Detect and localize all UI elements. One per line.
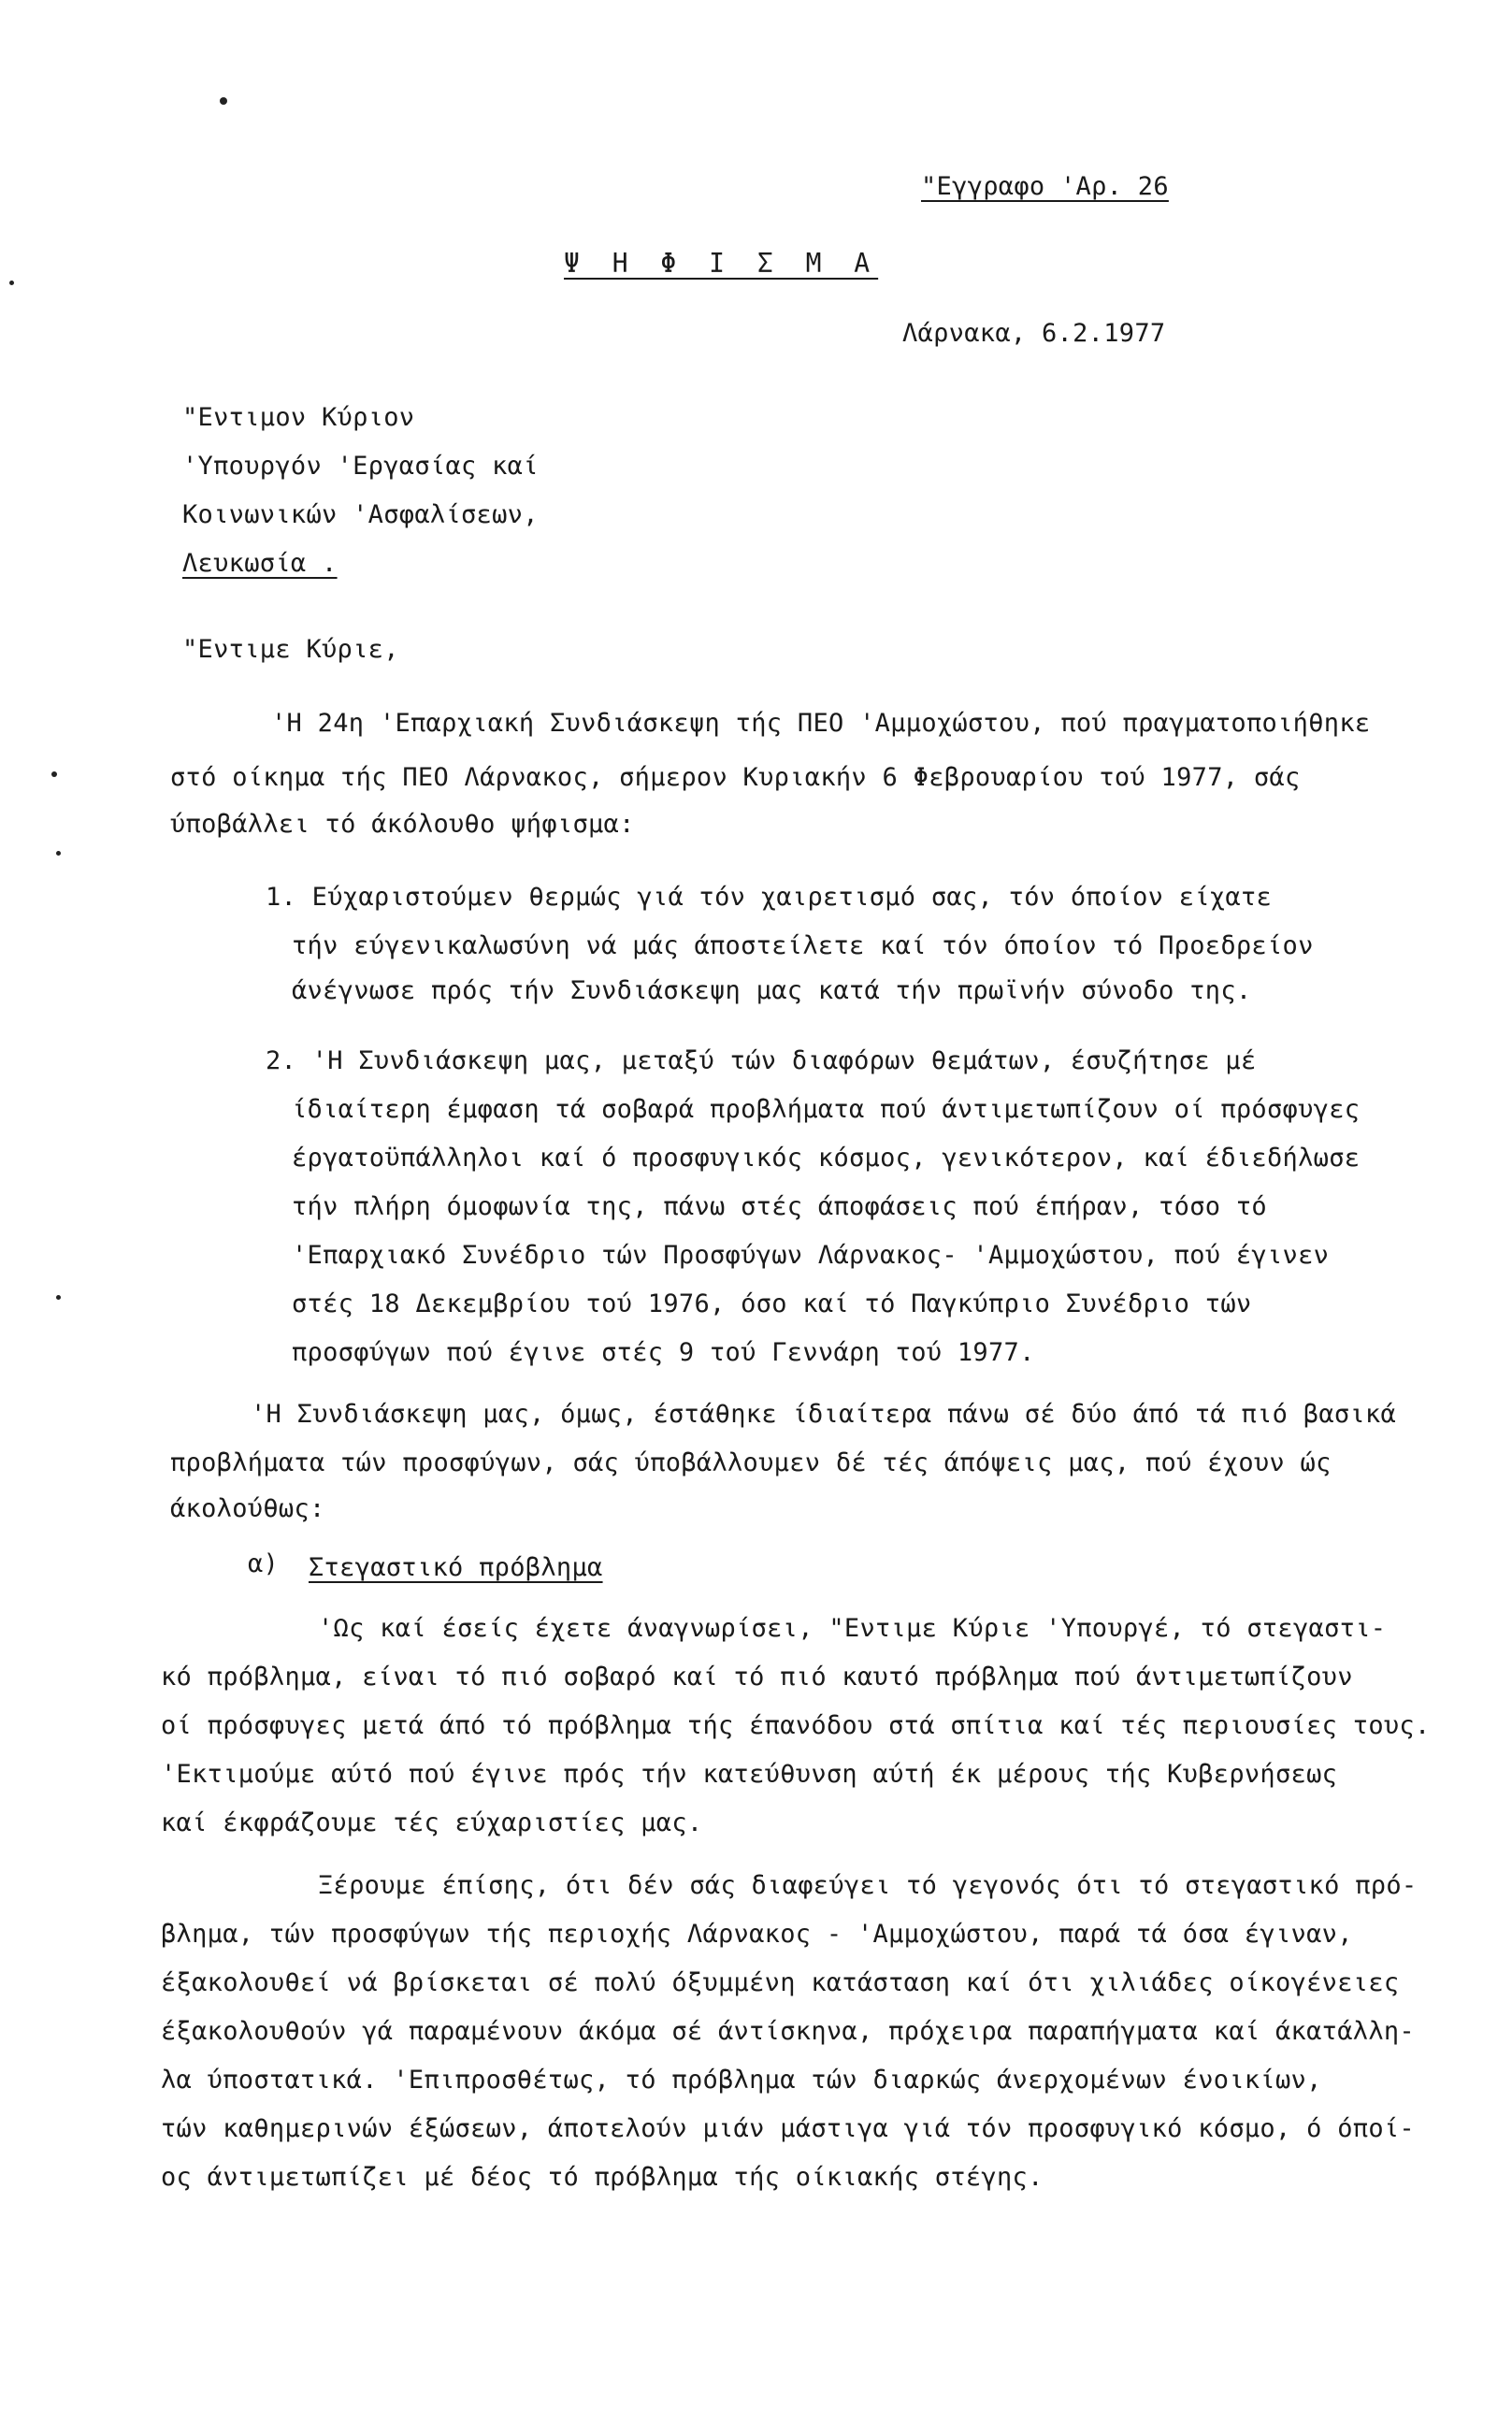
- paragraph-line: ίδιαίτερη έμφαση τά σοβαρά προβλήματα πού άντιμετωπίζουν οί πρόσφυγες: [292, 1095, 1361, 1124]
- paragraph-line: τών καθημερινών έξώσεων, άποτελούν μιάν μάστιγα γιά τόν προσφυγικό κόσμο, ό όποί-: [161, 2114, 1415, 2143]
- ink-speck: [56, 851, 61, 856]
- paragraph-line: στό οίκημα τής ΠΕΟ Λάρνακος, σήμερον Κυριακήν 6 Φεβρουαρίου τού 1977, σάς: [170, 763, 1301, 792]
- paragraph-line: έξακολουθούν γά παραμένουν άκόμα σέ άντίσκηνα, πρόχειρα παραπήγματα καί άκατάλλη-: [161, 2017, 1415, 2046]
- document-number: "Εγγραφο 'Αρ. 26: [921, 172, 1169, 201]
- paragraph-line: έργατοϋπάλληλοι καί ό προσφυγικός κόσμος, γενικότερον, καί έδιεδήλωσε: [292, 1144, 1361, 1173]
- paragraph-line: 'Η Συνδιάσκεψη μας, όμως, έστάθηκε ίδιαίτερα πάνω σέ δύο άπό τά πιό βασικά: [251, 1400, 1397, 1429]
- address-line: Κοινωνικών 'Ασφαλίσεων,: [182, 500, 539, 529]
- paragraph-line: καί έκφράζουμε τές εύχαριστίες μας.: [161, 1808, 703, 1837]
- salutation: "Εντιμε Κύριε,: [182, 635, 399, 664]
- paragraph-line: άκολούθως:: [170, 1494, 325, 1523]
- paragraph-line: 2. 'Η Συνδιάσκεψη μας, μεταξύ τών διαφόρων θεμάτων, έσυζήτησε μέ: [266, 1046, 1257, 1075]
- paragraph-line: κό πρόβλημα, είναι τό πιό σοβαρό καί τό πιό καυτό πρόβλημα πού άντιμετωπίζουν: [161, 1663, 1353, 1692]
- paragraph-line: άνέγνωσε πρός τήν Συνδιάσκεψη μας κατά τήν πρωϊνήν σύνοδο της.: [292, 976, 1252, 1005]
- document-title: Ψ Η Φ Ι Σ Μ Α: [564, 248, 879, 279]
- paragraph-line: τήν εύγενικαλωσύνη νά μάς άποστείλετε καί τόν όποίον τό Προεδρείον: [292, 931, 1314, 960]
- paragraph-line: έξακολουθεί νά βρίσκεται σέ πολύ όξυμμένη κατάσταση καί ότι χιλιάδες οίκογένειες: [161, 1968, 1400, 1997]
- paragraph-line: λα ύποστατικά. 'Επιπροσθέτως, τό πρόβλημα τών διαρκώς άνερχομένων ένοικίων,: [161, 2066, 1322, 2095]
- paragraph-line: τήν πλήρη όμοφωνία της, πάνω στές άποφάσεις πού έπήραν, τόσο τό: [292, 1192, 1267, 1221]
- paragraph-line: βλημα, τών προσφύγων τής περιοχής Λάρνακος - 'Αμμοχώστου, παρά τά όσα έγιναν,: [161, 1920, 1353, 1949]
- paragraph-line: 'Εκτιμούμε αύτό πού έγινε πρός τήν κατεύθυνση αύτή έκ μέρους τής Κυβερνήσεως: [161, 1760, 1338, 1789]
- address-line: 'Υπουργόν 'Εργασίας καί: [182, 452, 539, 481]
- paragraph-line: 'Ως καί έσείς έχετε άναγνωρίσει, "Εντιμε Κύριε 'Υπουργέ, τό στεγαστι-: [318, 1614, 1387, 1643]
- paragraph-line: 1. Εύχαριστούμεν θερμώς γιά τόν χαιρετισμό σας, τόν όποίον είχατε: [266, 883, 1273, 912]
- section-label: α): [248, 1549, 280, 1578]
- paragraph-line: προσφύγων πού έγινε στές 9 τού Γεννάρη τού 1977.: [292, 1338, 1035, 1367]
- paragraph-line: 'Η 24η 'Επαρχιακή Συνδιάσκεψη τής ΠΕΟ 'Αμμοχώστου, πού πραγματοποιήθηκε: [271, 709, 1371, 738]
- ink-speck: [220, 97, 227, 105]
- paragraph-line: ύποβάλλει τό άκόλουθο ψήφισμα:: [170, 810, 635, 839]
- paragraph-line: προβλήματα τών προσφύγων, σάς ύποβάλλουμεν δέ τές άπόψεις μας, πού έχουν ώς: [170, 1448, 1332, 1477]
- paragraph-line: στές 18 Δεκεμβρίου τού 1976, όσο καί τό Παγκύπριο Συνέδριο τών: [292, 1289, 1252, 1318]
- paragraph-line: ος άντιμετωπίζει μέ δέος τό πρόβλημα τής οίκιακής στέγης.: [161, 2163, 1044, 2192]
- address-line: "Εντιμον Κύριον: [182, 403, 415, 432]
- ink-speck: [9, 281, 14, 285]
- paragraph-line: Ξέρουμε έπίσης, ότι δέν σάς διαφεύγει τό γεγονός ότι τό στεγαστικό πρό-: [318, 1871, 1418, 1900]
- address-line: Λευκωσία .: [182, 549, 338, 578]
- ink-speck: [51, 771, 57, 777]
- ink-speck: [56, 1295, 61, 1300]
- section-title: Στεγαστικό πρόβλημα: [309, 1553, 603, 1582]
- paragraph-line: 'Επαρχιακό Συνέδριο τών Προσφύγων Λάρνακος- 'Αμμοχώστου, πού έγινεν: [292, 1241, 1330, 1270]
- paragraph-line: οί πρόσφυγες μετά άπό τό πρόβλημα τής έπανόδου στά σπίτια καί τές περιουσίες τους.: [161, 1711, 1431, 1740]
- place-date: Λάρνακα, 6.2.1977: [902, 319, 1166, 348]
